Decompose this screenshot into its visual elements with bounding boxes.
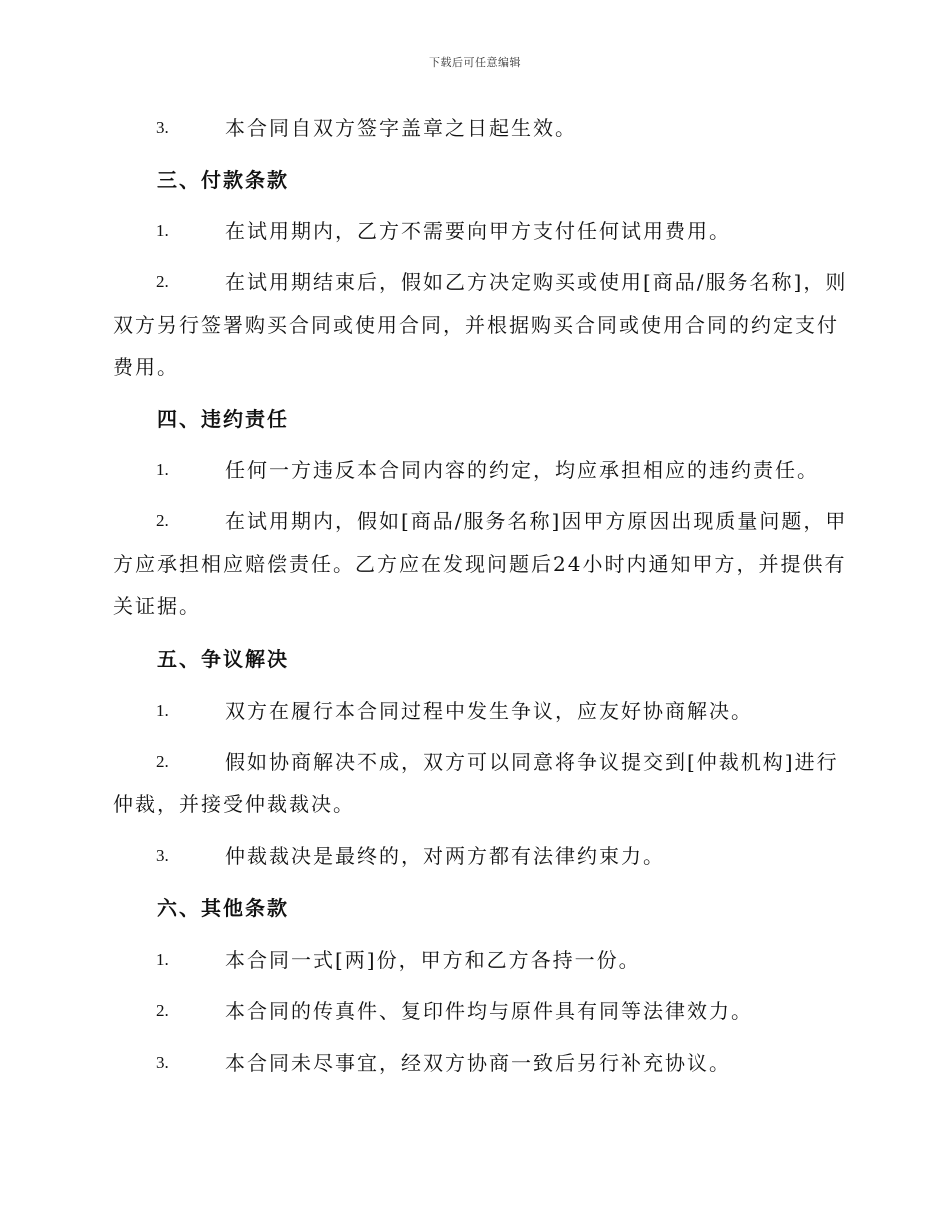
section-title: 四、违约责任 — [157, 407, 289, 431]
clause-number: 1. — [156, 950, 169, 969]
clause-text-line2: 方应承担相应赔偿责任。乙方应在发现问题后24小时内通知甲方，并提供有 — [113, 552, 847, 576]
clause-text: 仲裁裁决是最终的，对两方都有法律约束力。 — [225, 844, 665, 868]
clause-number: 3. — [156, 846, 169, 865]
clause-text: 任何一方违反本合同内容的约定，均应承担相应的违约责任。 — [225, 458, 819, 482]
clause-number: 1. — [156, 221, 169, 240]
clause-number: 3. — [156, 118, 169, 137]
section-title: 三、付款条款 — [157, 168, 289, 192]
clause-number: 3. — [156, 1053, 169, 1072]
section-title: 五、争议解决 — [157, 647, 289, 671]
clause-text-line1: 在试用期结束后，假如乙方决定购买或使用[商品/服务名称]，则 — [225, 270, 848, 294]
clause-text-line3: 关证据。 — [113, 594, 201, 618]
clause-number: 2. — [156, 272, 169, 291]
clause-text: 本合同的传真件、复印件均与原件具有同等法律效力。 — [225, 999, 753, 1023]
section-title: 六、其他条款 — [157, 896, 289, 920]
clause-text: 本合同一式[两]份，甲方和乙方各持一份。 — [225, 948, 641, 972]
clause-text: 在试用期内，乙方不需要向甲方支付任何试用费用。 — [225, 219, 731, 243]
clause-text-line1: 在试用期内，假如[商品/服务名称]因甲方原因出现质量问题，甲 — [225, 509, 848, 533]
clause-text-line2: 双方另行签署购买合同或使用合同，并根据购买合同或使用合同的约定支付 — [113, 313, 839, 337]
page-header: 下载后可任意编辑 — [429, 56, 521, 69]
clause-text: 本合同自双方签字盖章之日起生效。 — [225, 116, 577, 140]
clause-number: 2. — [156, 511, 169, 530]
clause-text-line1: 假如协商解决不成，双方可以同意将争议提交到[仲裁机构]进行 — [225, 750, 839, 774]
clause-text-line2: 仲裁，并接受仲裁裁决。 — [113, 792, 355, 816]
clause-text: 本合同未尽事宜，经双方协商一致后另行补充协议。 — [225, 1051, 731, 1075]
clause-text-line3: 费用。 — [113, 355, 179, 379]
clause-text: 双方在履行本合同过程中发生争议，应友好协商解决。 — [225, 699, 753, 723]
clause-number: 2. — [156, 1001, 169, 1020]
clause-number: 1. — [156, 701, 169, 720]
clause-number: 1. — [156, 460, 169, 479]
clause-number: 2. — [156, 752, 169, 771]
